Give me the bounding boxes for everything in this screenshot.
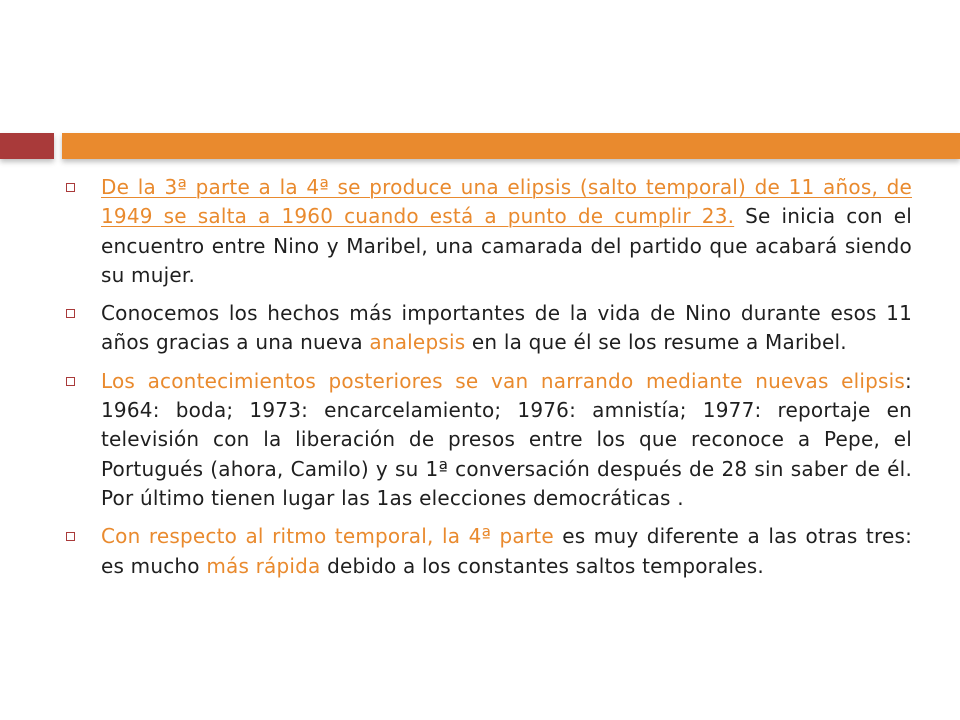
bullet-4-highlight-b: más rápida xyxy=(206,553,321,578)
bullet-2-text-b: en la que él se los resume a Maribel. xyxy=(465,330,847,355)
bullet-list xyxy=(62,173,912,590)
square-bullet-icon xyxy=(66,377,75,386)
title-accent-bar-red xyxy=(0,133,54,159)
title-accent-bar-orange xyxy=(62,133,960,159)
bullet-item-2 xyxy=(62,299,912,358)
bullet-3-highlight: Los acontecimientos posteriores se van narrando mediante nuevas elipsis xyxy=(101,368,906,393)
bullet-3-text: : 1964: boda; 1973: encarcelamiento; 1976: amnistía; 1977: reportaje en televisión con la liberación de presos entre los que reconoce a Pepe, el Portugués (ahora, Camilo) y su 1ª conversación después de 28 sin saber de él. Por último tienen lugar las 1as elecciones democráticas . xyxy=(101,368,912,510)
bullet-item-3 xyxy=(62,367,912,513)
bullet-4-text-a: es muy diferente a las otras tres: es mucho xyxy=(101,524,913,578)
bullet-1-text: Se inicia con el encuentro entre Nino y Maribel, una camarada del partido que acabará siendo su mujer. xyxy=(101,204,912,287)
bullet-2-highlight: analepsis xyxy=(369,330,466,355)
bullet-4-highlight-a: Con respecto al ritmo temporal, la 4ª parte xyxy=(101,524,554,549)
square-bullet-icon xyxy=(66,183,75,192)
bullet-item-1 xyxy=(62,173,912,290)
bullet-1-link[interactable]: De la 3ª parte a la 4ª se produce una elipsis (salto temporal) de 11 años, de 1949 se salta a 1960 cuando está a punto de cumplir 23. xyxy=(101,175,912,229)
square-bullet-icon xyxy=(66,309,75,318)
square-bullet-icon xyxy=(66,532,75,541)
bullet-4-text-b: debido a los constantes saltos temporales. xyxy=(320,553,764,578)
bullet-item-4 xyxy=(62,522,912,581)
bullet-2-text-a: Conocemos los hechos más importantes de la vida de Nino durante esos 11 años gracias a una nueva xyxy=(101,301,912,355)
